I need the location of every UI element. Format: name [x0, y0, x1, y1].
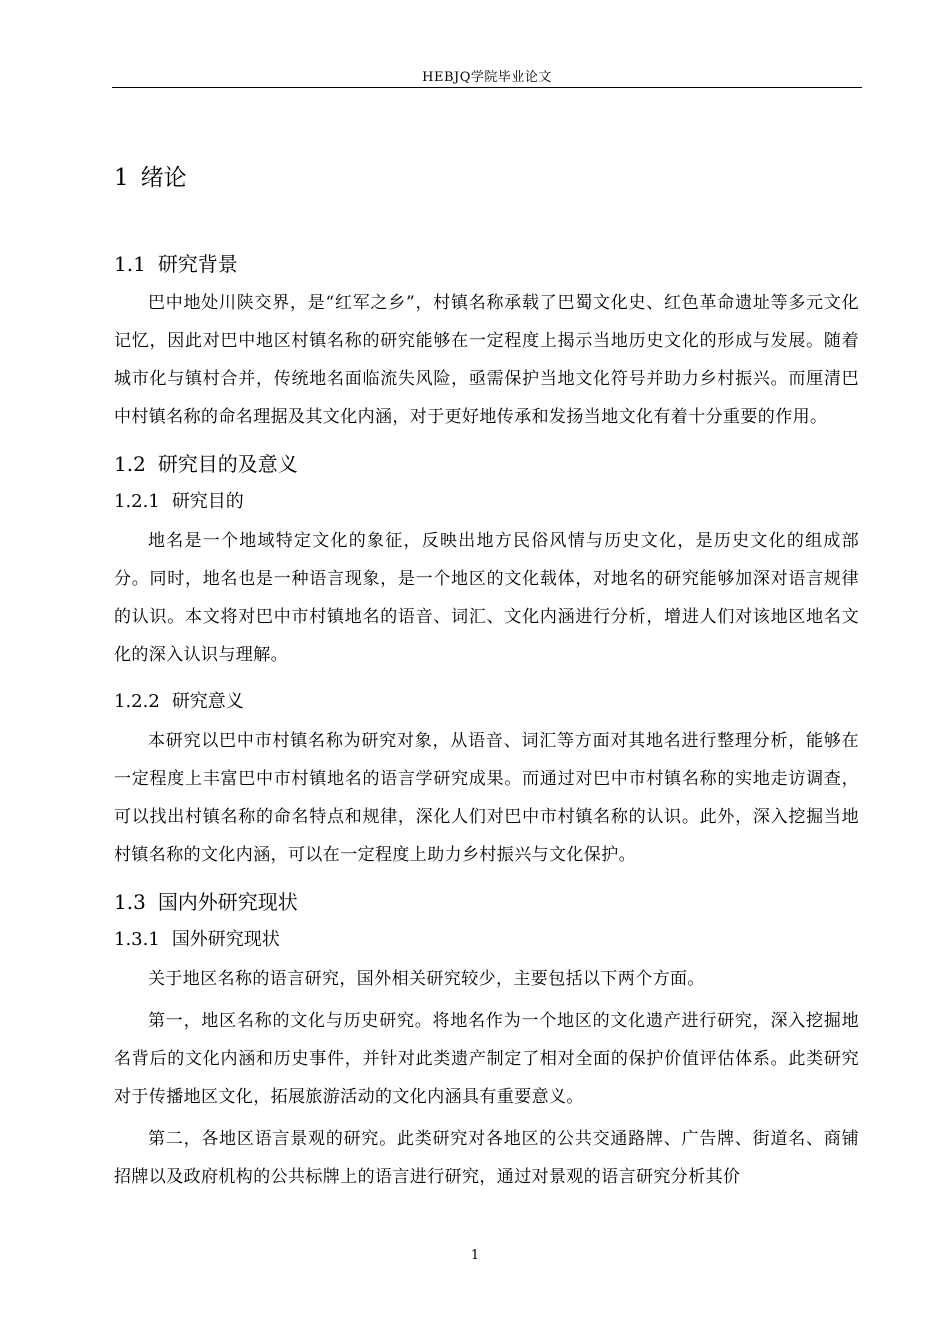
subsection-title: 研究意义 — [171, 691, 244, 712]
subsection-heading-1-3-1 — [114, 922, 859, 958]
running-header: HEBJQ学院毕业论文 — [422, 70, 552, 85]
paragraph-research-purpose: 地名是一个地域特定文化的象征，反映出地方民俗风情与历史文化，是历史文化的组成部分。同时，地名也是一种语言现象，是一个地区的文化载体，对地名的研究能够加深对语言规律的认识。本文将对巴中市村镇地名的语音、词汇、文化内涵进行分析，增进人们对该地区地名文化的深入认识与理解。 — [114, 531, 859, 665]
header-rule — [112, 87, 862, 88]
section-title: 国内外研究现状 — [157, 890, 298, 914]
subsection-number: 1.3.1 — [114, 929, 160, 950]
chapter-heading — [114, 158, 859, 198]
section-title: 研究背景 — [157, 252, 238, 276]
subsection-title: 国外研究现状 — [171, 929, 280, 950]
section-title: 研究目的及意义 — [157, 452, 298, 476]
paragraph-foreign-intro: 关于地区名称的语言研究，国外相关研究较少，主要包括以下两个方面。 — [148, 969, 705, 989]
subsection-heading-1-2-1 — [114, 484, 859, 520]
paragraph-research-significance: 本研究以巴中市村镇名称为研究对象，从语音、词汇等方面对其地名进行整理分析，能够在一定程度上丰富巴中市村镇地名的语言学研究成果。而通过对巴中市村镇名称的实地走访调查，可以找出村镇名称的命名特点和规律，深化人们对巴中市村镇名称的认识。此外，深入挖掘当地村镇名称的文化内涵，可以在一定程度上助力乡村振兴与文化保护。 — [114, 731, 859, 865]
chapter-number: 1 — [114, 165, 129, 191]
subsection-title: 研究目的 — [171, 491, 244, 512]
section-heading-1-3 — [114, 884, 859, 920]
subsection-number: 1.2.2 — [114, 691, 160, 712]
paragraph-foreign-point-two: 第二，各地区语言景观的研究。此类研究对各地区的公共交通路牌、广告牌、街道名、商铺招牌以及政府机构的公共标牌上的语言进行研究，通过对景观的语言研究分析其价 — [114, 1129, 859, 1187]
section-number: 1.3 — [114, 890, 146, 914]
paragraph-research-background: 巴中地处川陕交界，是“红军之乡”，村镇名称承载了巴蜀文化史、红色革命遗址等多元文化记忆，因此对巴中地区村镇名称的研究能够在一定程度上揭示当地历史文化的形成与发展。随着城市化与镇村合并，传统地名面临流失风险，亟需保护当地文化符号并助力乡村振兴。而厘清巴中村镇名称的命名理据及其文化内涵，对于更好地传承和发扬当地文化有着十分重要的作用。 — [114, 293, 859, 427]
paragraph-foreign-point-one: 第一，地区名称的文化与历史研究。将地名作为一个地区的文化遗产进行研究，深入挖掘地名背后的文化内涵和历史事件，并针对此类遗产制定了相对全面的保护价值评估体系。此类研究对于传播地区文化，拓展旅游活动的文化内涵具有重要意义。 — [114, 1011, 859, 1107]
page-number: 1 — [470, 1248, 480, 1263]
section-number: 1.2 — [114, 452, 146, 476]
section-heading-1-2 — [114, 446, 859, 482]
section-number: 1.1 — [114, 252, 146, 276]
subsection-heading-1-2-2 — [114, 684, 859, 720]
subsection-number: 1.2.1 — [114, 491, 160, 512]
section-heading-1-1 — [114, 246, 859, 282]
page-body — [114, 158, 859, 1200]
chapter-title: 绪论 — [140, 165, 187, 191]
